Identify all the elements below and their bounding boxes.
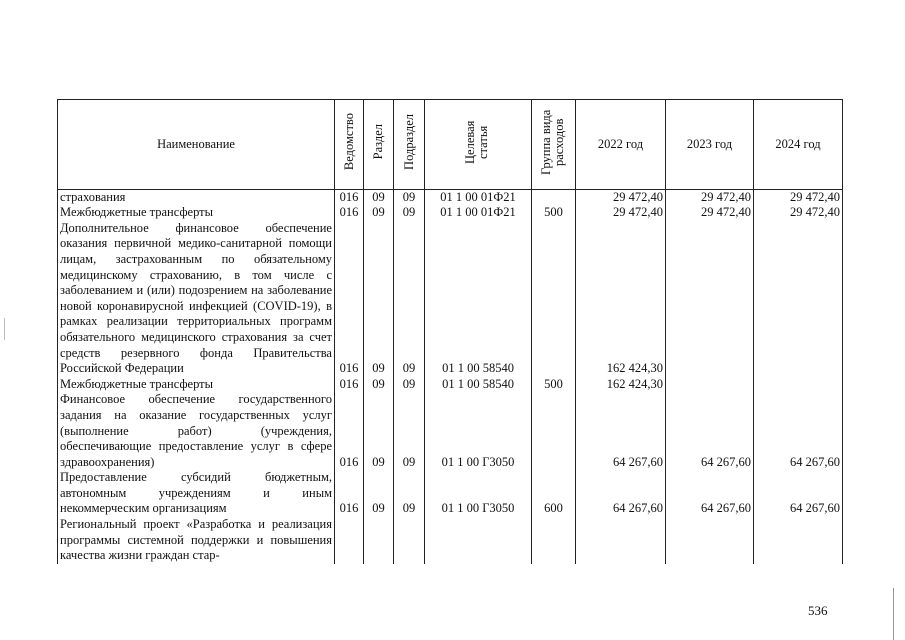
row-2022 (576, 517, 666, 564)
row-name: страхования (58, 189, 335, 205)
row-ved: 016 (335, 189, 364, 205)
row-podr: 09 (394, 189, 425, 205)
header-name: Наименование (58, 100, 335, 190)
row-2023 (666, 221, 754, 377)
header-2022: 2022 год (576, 100, 666, 190)
row-2022: 64 267,60 (576, 392, 666, 470)
scan-edge-mark (893, 588, 894, 640)
row-vr: 500 (532, 377, 576, 393)
row-cs: 01 1 00 Г3050 (425, 470, 532, 517)
row-podr: 09 (394, 221, 425, 377)
row-cs: 01 1 00 58540 (425, 221, 532, 377)
row-razd: 09 (364, 470, 394, 517)
row-vr: 600 (532, 470, 576, 517)
header-podrazdel: Подраздел (394, 100, 425, 190)
row-2024: 29 472,40 (754, 205, 843, 221)
row-2024 (754, 221, 843, 377)
header-2024: 2024 год (754, 100, 843, 190)
row-ved: 016 (335, 377, 364, 393)
row-razd: 09 (364, 205, 394, 221)
row-vr (532, 189, 576, 205)
row-name: Межбюджетные трансферты (58, 377, 335, 393)
table-row (58, 221, 843, 377)
row-razd: 09 (364, 392, 394, 470)
row-ved: 016 (335, 392, 364, 470)
row-podr: 09 (394, 470, 425, 517)
row-cs: 01 1 00 01Ф21 (425, 189, 532, 205)
row-razd: 09 (364, 189, 394, 205)
table-row (58, 205, 843, 221)
row-2023 (666, 517, 754, 564)
row-2022: 64 267,60 (576, 470, 666, 517)
row-name: Финансовое обеспечение государственного задания на оказание государственных услуг (выполнение работ) (учреждения, обеспечивающие предоставление услуг в сфере здравоохранения) (58, 392, 335, 470)
header-vedomstvo: Ведомство (335, 100, 364, 190)
row-2022: 29 472,40 (576, 189, 666, 205)
row-ved: 016 (335, 205, 364, 221)
page-number: 536 (808, 603, 828, 618)
row-vr (532, 392, 576, 470)
row-podr: 09 (394, 377, 425, 393)
row-2024: 64 267,60 (754, 470, 843, 517)
row-vr: 500 (532, 205, 576, 221)
row-ved: 016 (335, 221, 364, 377)
row-2024 (754, 517, 843, 564)
row-podr: 09 (394, 205, 425, 221)
row-cs (425, 517, 532, 564)
row-razd (364, 517, 394, 564)
header-2023: 2023 год (666, 100, 754, 190)
row-2022: 162 424,30 (576, 377, 666, 393)
table-header-row (58, 100, 843, 190)
row-ved (335, 517, 364, 564)
row-podr (394, 517, 425, 564)
row-name: Дополнительное финансовое обеспечение оказания первичной медико-санитарной помощи лицам, застрахованным по обязательному медицинскому страхованию, в том числе с заболеванием и (или) подозрением на заболевание новой коронавирусной инфекцией (COVID-19), в рамках реализации территориальных программ обязательного медицинского страхования за счет средств резервного фонда Правительства Российской Федерации (58, 221, 335, 377)
row-2023: 64 267,60 (666, 392, 754, 470)
row-2023 (666, 377, 754, 393)
row-vr (532, 517, 576, 564)
row-cs: 01 1 00 01Ф21 (425, 205, 532, 221)
table-row (58, 517, 843, 564)
row-2023: 64 267,60 (666, 470, 754, 517)
row-razd: 09 (364, 221, 394, 377)
row-vr (532, 221, 576, 377)
header-gruppa: Группа вида расходов (532, 100, 576, 190)
row-2024: 29 472,40 (754, 189, 843, 205)
header-celevaya: Целевая статья (425, 100, 532, 190)
header-razdel: Раздел (364, 100, 394, 190)
row-podr: 09 (394, 392, 425, 470)
row-cs: 01 1 00 Г3050 (425, 392, 532, 470)
row-name: Межбюджетные трансферты (58, 205, 335, 221)
table-row (58, 392, 843, 470)
row-2024: 64 267,60 (754, 392, 843, 470)
row-cs: 01 1 00 58540 (425, 377, 532, 393)
row-razd: 09 (364, 377, 394, 393)
table-row (58, 470, 843, 517)
row-name: Региональный проект «Разработка и реализация программы системной поддержки и повышения качества жизни граждан стар- (58, 517, 335, 564)
budget-table (57, 99, 843, 564)
table-row (58, 377, 843, 393)
row-name: Предоставление субсидий бюджетным, автономным учреждениям и иным некоммерческим организациям (58, 470, 335, 517)
row-2024 (754, 377, 843, 393)
row-ved: 016 (335, 470, 364, 517)
row-2023: 29 472,40 (666, 205, 754, 221)
row-2022: 29 472,40 (576, 205, 666, 221)
table-row (58, 189, 843, 205)
row-2022: 162 424,30 (576, 221, 666, 377)
scan-dot-mark (4, 318, 5, 340)
row-2023: 29 472,40 (666, 189, 754, 205)
